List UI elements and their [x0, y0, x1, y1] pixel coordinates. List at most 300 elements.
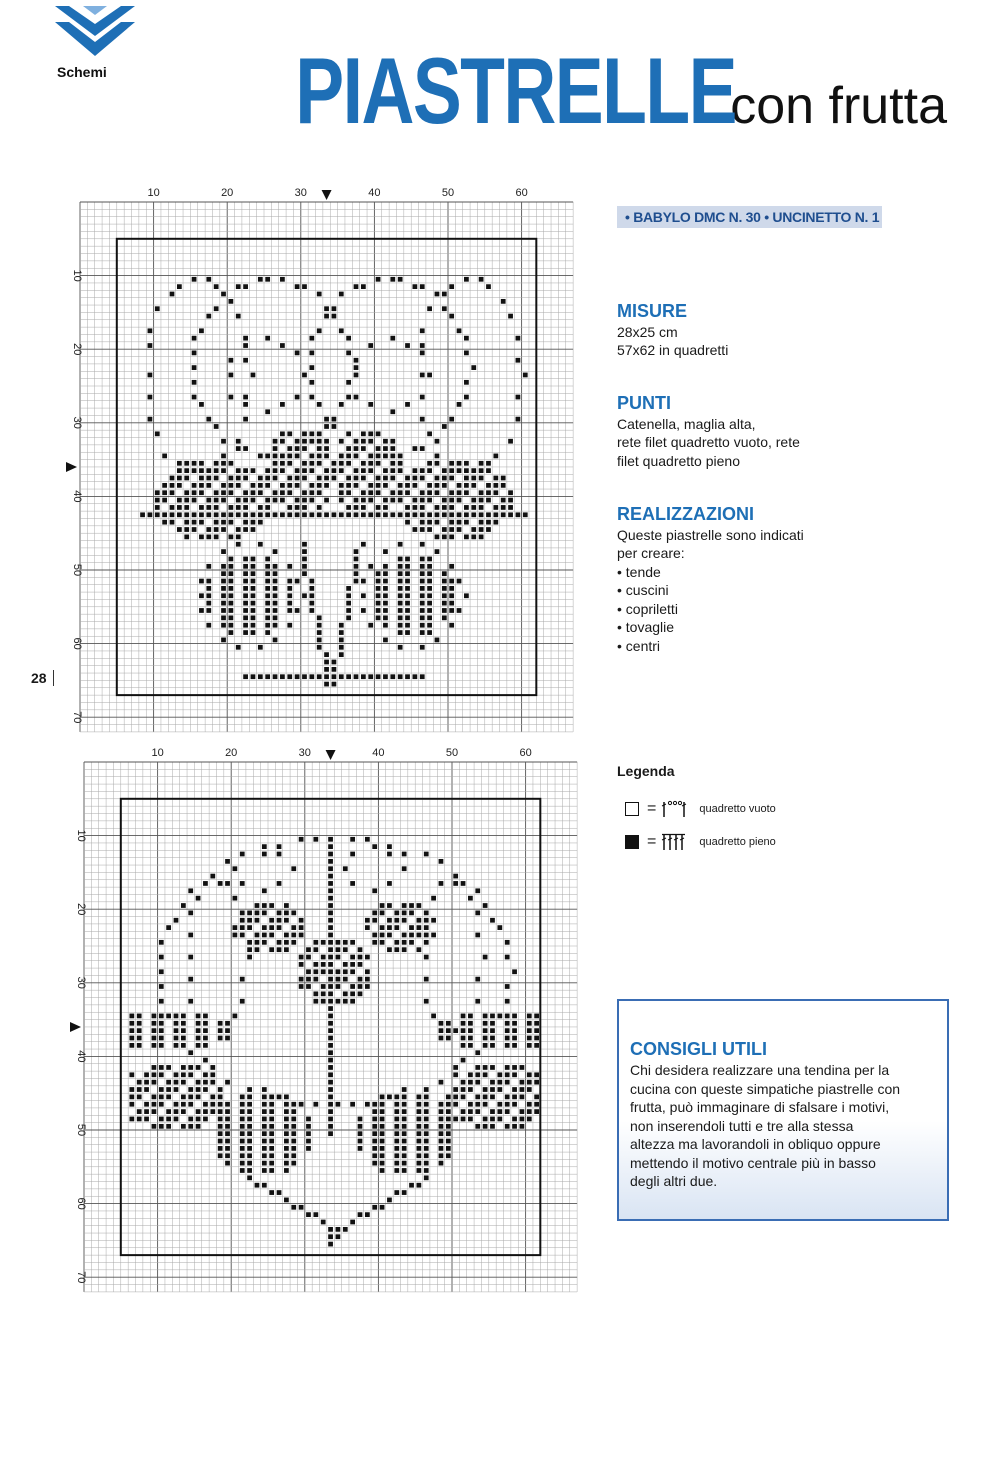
filled-square-mark: [225, 881, 230, 886]
filled-square-mark: [365, 969, 370, 974]
filled-square-mark: [284, 1198, 289, 1203]
filled-square-mark: [277, 1190, 282, 1195]
filled-square-mark: [284, 933, 289, 938]
filled-square-mark: [287, 593, 292, 598]
filled-square-mark: [317, 674, 322, 679]
filled-square-mark: [225, 1146, 230, 1151]
filled-square-mark: [192, 336, 197, 341]
filled-square-mark: [387, 844, 392, 849]
y-axis-tick-label: 70: [71, 711, 83, 724]
filled-square-mark: [424, 1087, 429, 1092]
filled-square-mark: [199, 476, 204, 481]
filled-square-mark: [442, 512, 447, 517]
filled-square-mark: [390, 490, 395, 495]
filled-square-mark: [255, 947, 260, 952]
filled-square-mark: [512, 1014, 517, 1019]
filled-square-mark: [229, 299, 234, 304]
filled-square-mark: [287, 483, 292, 488]
filled-square-mark: [376, 490, 381, 495]
filled-square-mark: [243, 402, 248, 407]
filled-square-mark: [324, 476, 329, 481]
filled-square-mark: [137, 1095, 142, 1100]
filled-square-mark: [493, 490, 498, 495]
filled-square-mark: [162, 512, 167, 517]
filled-square-mark: [512, 1102, 517, 1107]
filled-square-mark: [486, 284, 491, 289]
filled-square-mark: [420, 417, 425, 422]
filled-square-mark: [262, 1168, 267, 1173]
misure-line: 28x25 cm: [617, 323, 678, 340]
filled-square-mark: [229, 520, 234, 525]
filled-square-mark: [332, 306, 337, 311]
filled-square-mark: [137, 1080, 142, 1085]
filled-square-mark: [457, 608, 462, 613]
filled-square-mark: [159, 1072, 164, 1077]
filled-square-mark: [505, 940, 510, 945]
filled-square-mark: [479, 527, 484, 532]
filled-square-mark: [192, 351, 197, 356]
filled-square-mark: [251, 520, 256, 525]
filled-square-mark: [243, 674, 248, 679]
filled-square-mark: [236, 446, 241, 451]
filled-square-mark: [324, 454, 329, 459]
filled-square-mark: [240, 1102, 245, 1107]
filled-square-mark: [505, 984, 510, 989]
filled-square-mark: [265, 601, 270, 606]
filled-square-mark: [394, 1124, 399, 1129]
filled-square-mark: [210, 1109, 215, 1114]
filled-square-mark: [427, 601, 432, 606]
filled-square-mark: [413, 512, 418, 517]
filled-square-mark: [501, 476, 506, 481]
filled-square-mark: [280, 431, 285, 436]
filled-square-mark: [449, 520, 454, 525]
filled-square-mark: [159, 1014, 164, 1019]
filled-square-mark: [317, 431, 322, 436]
filled-square-mark: [229, 586, 234, 591]
filled-square-mark: [376, 461, 381, 466]
filled-square-mark: [527, 1021, 532, 1026]
filled-square-mark: [508, 314, 513, 319]
filled-square-mark: [309, 512, 314, 517]
filled-square-mark: [295, 512, 300, 517]
filled-square-mark: [291, 1205, 296, 1210]
filled-square-mark: [214, 424, 219, 429]
filled-square-mark: [177, 468, 182, 473]
filled-square-mark: [527, 1109, 532, 1114]
filled-square-mark: [354, 571, 359, 576]
filled-square-mark: [302, 446, 307, 451]
filled-square-mark: [383, 483, 388, 488]
filled-square-mark: [188, 933, 193, 938]
filled-square-mark: [309, 490, 314, 495]
filled-square-mark: [512, 1095, 517, 1100]
filled-square-mark: [350, 969, 355, 974]
filled-square-mark: [328, 1014, 333, 1019]
filled-square-mark: [225, 1021, 230, 1026]
filled-square-mark: [284, 947, 289, 952]
filled-square-mark: [420, 564, 425, 569]
filled-square-mark: [262, 1095, 267, 1100]
filled-square-mark: [368, 439, 373, 444]
filled-square-mark: [280, 343, 285, 348]
filled-square-mark: [196, 1028, 201, 1033]
filled-square-mark: [372, 1153, 377, 1158]
filled-square-mark: [468, 1014, 473, 1019]
filled-square-mark: [240, 933, 245, 938]
filled-square-mark: [240, 1168, 245, 1173]
filled-square-mark: [262, 1146, 267, 1151]
filled-square-mark: [328, 1021, 333, 1026]
filled-square-mark: [417, 1095, 422, 1100]
filled-square-mark: [313, 837, 318, 842]
filled-square-mark: [229, 490, 234, 495]
filled-square-mark: [361, 461, 366, 466]
filled-square-mark: [358, 1117, 363, 1122]
filled-square-mark: [309, 439, 314, 444]
filled-square-mark: [365, 955, 370, 960]
filled-square-mark: [269, 903, 274, 908]
filled-square-mark: [302, 468, 307, 473]
filled-square-mark: [398, 490, 403, 495]
filled-square-mark: [486, 468, 491, 473]
filled-square-mark: [247, 1146, 252, 1151]
filled-square-mark: [280, 454, 285, 459]
filled-square-mark: [324, 314, 329, 319]
x-axis-tick-label: 20: [221, 187, 234, 199]
filled-square-mark: [376, 476, 381, 481]
filled-square-mark: [402, 940, 407, 945]
filled-square-mark: [174, 1043, 179, 1048]
filled-square-mark: [439, 1028, 444, 1033]
filled-square-mark: [372, 940, 377, 945]
filled-square-mark: [287, 431, 292, 436]
filled-square-mark: [203, 1021, 208, 1026]
filled-square-mark: [420, 593, 425, 598]
filled-square-mark: [265, 409, 270, 414]
filled-square-mark: [508, 490, 513, 495]
filled-square-mark: [409, 925, 414, 930]
filled-square-mark: [527, 1072, 532, 1077]
filled-square-mark: [346, 461, 351, 466]
filled-square-mark: [446, 1153, 451, 1158]
filled-square-mark: [199, 593, 204, 598]
filled-square-mark: [409, 940, 414, 945]
filled-square-mark: [468, 1072, 473, 1077]
filled-square-mark: [483, 1095, 488, 1100]
filled-square-mark: [324, 674, 329, 679]
filled-square-mark: [155, 490, 160, 495]
filled-square-mark: [269, 1109, 274, 1114]
filled-square-mark: [328, 911, 333, 916]
filled-square-mark: [255, 903, 260, 908]
filled-square-mark: [317, 328, 322, 333]
filled-square-mark: [346, 351, 351, 356]
filled-square-mark: [490, 1117, 495, 1122]
filled-square-mark: [464, 277, 469, 282]
page-title: [171, 38, 947, 143]
filled-square-mark: [159, 1124, 164, 1129]
filled-square-mark: [236, 535, 241, 540]
filled-square-mark: [188, 1050, 193, 1055]
filled-square-mark: [206, 468, 211, 473]
filled-square-mark: [449, 468, 454, 473]
filled-square-mark: [328, 881, 333, 886]
filled-square-mark: [398, 593, 403, 598]
filled-square-mark: [405, 593, 410, 598]
filled-square-mark: [166, 1095, 171, 1100]
filled-square-mark: [309, 454, 314, 459]
x-axis-tick-label: 10: [147, 187, 160, 199]
filled-square-mark: [365, 1102, 370, 1107]
filled-square-mark: [398, 557, 403, 562]
filled-square-mark: [221, 608, 226, 613]
filled-square-mark: [302, 461, 307, 466]
filled-square-mark: [354, 483, 359, 488]
filled-square-mark: [291, 1146, 296, 1151]
filled-square-mark: [427, 608, 432, 613]
filled-square-mark: [390, 498, 395, 503]
filled-square-mark: [354, 358, 359, 363]
filled-square-mark: [309, 601, 314, 606]
filled-square-mark: [346, 454, 351, 459]
filled-square-mark: [203, 1043, 208, 1048]
filled-square-mark: [339, 328, 344, 333]
filled-square-mark: [243, 284, 248, 289]
filled-square-mark: [199, 461, 204, 466]
list-item: • copriletti: [617, 600, 947, 619]
filled-square-mark: [229, 593, 234, 598]
filled-square-mark: [299, 977, 304, 982]
filled-square-mark: [240, 1139, 245, 1144]
filled-square-mark: [313, 962, 318, 967]
filled-square-mark: [277, 947, 282, 952]
filled-square-mark: [225, 1080, 230, 1085]
filled-square-mark: [221, 454, 226, 459]
filled-square-mark: [512, 1028, 517, 1033]
filled-square-mark: [262, 1183, 267, 1188]
filled-square-mark: [402, 918, 407, 923]
filled-square-mark: [265, 277, 270, 282]
filled-square-mark: [464, 336, 469, 341]
filled-square-mark: [269, 1095, 274, 1100]
filled-square-mark: [221, 439, 226, 444]
filled-square-mark: [328, 866, 333, 871]
filled-square-mark: [328, 984, 333, 989]
filled-square-mark: [328, 1109, 333, 1114]
filled-square-mark: [464, 483, 469, 488]
filled-square-mark: [184, 505, 189, 510]
filled-square-mark: [505, 1021, 510, 1026]
filled-square-mark: [188, 888, 193, 893]
filled-square-mark: [262, 1102, 267, 1107]
filled-square-mark: [236, 542, 241, 547]
filled-square-mark: [512, 969, 517, 974]
filled-square-mark: [199, 468, 204, 473]
filled-square-mark: [174, 1021, 179, 1026]
filled-square-mark: [269, 1168, 274, 1173]
filled-square-mark: [505, 1124, 510, 1129]
filled-square-mark: [398, 630, 403, 635]
filled-square-mark: [372, 1139, 377, 1144]
filled-square-mark: [343, 991, 348, 996]
filled-square-mark: [284, 1124, 289, 1129]
filled-square-mark: [413, 483, 418, 488]
filled-square-mark: [192, 380, 197, 385]
filled-square-mark: [439, 1161, 444, 1166]
filled-square-mark: [247, 911, 252, 916]
filled-square-mark: [302, 571, 307, 576]
filled-square-mark: [372, 1109, 377, 1114]
legend-empty-label: quadretto vuoto: [699, 803, 776, 815]
filled-square-mark: [332, 667, 337, 672]
filled-square-mark: [328, 1095, 333, 1100]
filled-square-mark: [291, 1139, 296, 1144]
filled-square-mark: [273, 571, 278, 576]
filled-square-mark: [129, 1014, 134, 1019]
filled-square-mark: [442, 468, 447, 473]
filled-square-mark: [317, 476, 322, 481]
punti-section: [617, 394, 947, 470]
filled-square-mark: [493, 505, 498, 510]
filled-square-mark: [361, 468, 366, 473]
filled-square-mark: [328, 1242, 333, 1247]
filled-square-mark: [346, 586, 351, 591]
filled-square-mark: [431, 918, 436, 923]
filled-square-mark: [424, 1175, 429, 1180]
filled-square-mark: [361, 593, 366, 598]
filled-square-mark: [368, 674, 373, 679]
filled-square-mark: [446, 1028, 451, 1033]
filled-square-mark: [346, 336, 351, 341]
filled-square-mark: [435, 638, 440, 643]
filled-square-mark: [453, 1087, 458, 1092]
filled-square-mark: [317, 446, 322, 451]
filled-square-mark: [321, 962, 326, 967]
filled-square-mark: [188, 999, 193, 1004]
filled-square-mark: [328, 999, 333, 1004]
filled-square-mark: [280, 439, 285, 444]
filled-square-mark: [291, 866, 296, 871]
filled-square-mark: [206, 535, 211, 540]
filled-square-mark: [376, 431, 381, 436]
filled-square-mark: [218, 881, 223, 886]
filled-square-mark: [152, 1095, 157, 1100]
filled-square-mark: [361, 542, 366, 547]
filled-square-mark: [236, 483, 241, 488]
filled-square-mark: [350, 984, 355, 989]
x-axis-tick-label: 60: [519, 747, 532, 759]
filled-square-mark: [221, 623, 226, 628]
filled-square-mark: [354, 439, 359, 444]
filled-square-mark: [402, 911, 407, 916]
filled-square-mark: [424, 955, 429, 960]
filled-square-mark: [324, 667, 329, 672]
filled-square-mark: [284, 903, 289, 908]
filled-square-mark: [247, 918, 252, 923]
filled-square-mark: [328, 903, 333, 908]
filled-square-mark: [420, 284, 425, 289]
filled-square-mark: [520, 1124, 525, 1129]
filled-square-mark: [376, 446, 381, 451]
filled-square-mark: [461, 1021, 466, 1026]
filled-square-mark: [225, 1131, 230, 1136]
filled-square-mark: [435, 292, 440, 297]
filled-square-mark: [269, 1161, 274, 1166]
filled-square-mark: [372, 918, 377, 923]
filled-square-mark: [358, 977, 363, 982]
filled-square-mark: [398, 461, 403, 466]
filled-square-mark: [376, 593, 381, 598]
filled-square-mark: [328, 969, 333, 974]
filled-square-mark: [372, 1161, 377, 1166]
filled-square-mark: [402, 1168, 407, 1173]
filled-square-mark: [490, 1036, 495, 1041]
filled-square-mark: [233, 925, 238, 930]
filled-square-mark: [155, 431, 160, 436]
filled-square-mark: [188, 1102, 193, 1107]
filled-square-mark: [181, 1028, 186, 1033]
filled-square-mark: [350, 940, 355, 945]
filled-square-mark: [520, 1095, 525, 1100]
filled-square-mark: [309, 365, 314, 370]
filled-square-mark: [317, 292, 322, 297]
filled-square-mark: [321, 955, 326, 960]
filled-square-mark: [148, 512, 153, 517]
filled-square-mark: [236, 476, 241, 481]
filled-square-mark: [497, 1102, 502, 1107]
filled-square-mark: [413, 505, 418, 510]
filled-square-mark: [420, 571, 425, 576]
filled-square-mark: [512, 1021, 517, 1026]
filled-square-mark: [424, 1161, 429, 1166]
filled-square-mark: [354, 446, 359, 451]
filled-square-mark: [442, 306, 447, 311]
filled-square-mark: [243, 579, 248, 584]
filled-square-mark: [309, 468, 314, 473]
filled-square-mark: [284, 1095, 289, 1100]
filled-square-mark: [390, 409, 395, 414]
filled-square-mark: [269, 1139, 274, 1144]
filled-square-mark: [243, 608, 248, 613]
filled-square-mark: [328, 933, 333, 938]
filled-square-mark: [243, 593, 248, 598]
filled-square-mark: [214, 512, 219, 517]
filled-square-mark: [405, 630, 410, 635]
filled-square-mark: [394, 1109, 399, 1114]
filled-square-mark: [243, 343, 248, 348]
filled-square-mark: [302, 512, 307, 517]
filled-square-mark: [181, 1109, 186, 1114]
filled-square-mark: [332, 660, 337, 665]
filled-square-mark: [258, 542, 263, 547]
filled-square-mark: [328, 888, 333, 893]
filled-square-mark: [442, 579, 447, 584]
filled-square-mark: [446, 1139, 451, 1144]
filled-square-mark: [221, 586, 226, 591]
filled-square-mark: [196, 1124, 201, 1129]
tips-heading: CONSIGLI UTILI: [630, 1039, 767, 1059]
filled-square-mark: [324, 483, 329, 488]
filled-square-mark: [402, 1109, 407, 1114]
realizzazioni-list: [617, 563, 947, 656]
filled-square-mark: [229, 579, 234, 584]
filled-square-mark: [394, 918, 399, 923]
list-item: • cuscini: [617, 581, 947, 600]
filled-square-mark: [471, 365, 476, 370]
filled-square-mark: [483, 1028, 488, 1033]
filled-square-mark: [461, 1087, 466, 1092]
